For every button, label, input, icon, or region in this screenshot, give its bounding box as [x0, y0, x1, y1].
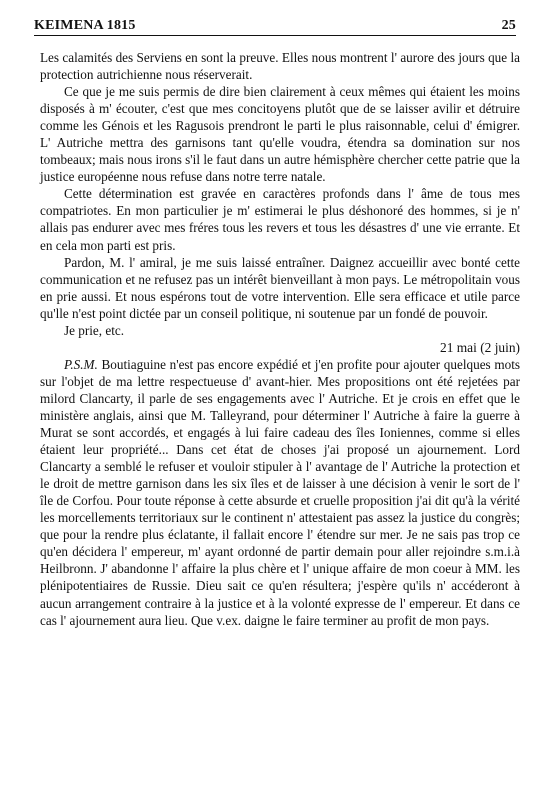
postscript-text: Boutiaguine n'est pas encore expédié et j'en profite pour ajouter quelques mots sur l'objet de ma lettre respectueuse d' avant-hier. Mes propositions ont été rejetées par milord Clancarty, il parle de ses engagements avec l' Autriche. Et je crois en effet que le ministère anglais, ainsi que M. Talleyrand, pour déterminer l' Autriche à faire la guerre à Murat se sont accordés, et engagés à lui faire cadeau des îles Ioniennes, comme si elles étaient leur propriété... Dans cet état de choses j'ai proposé un ajournement. Lord Clancarty a semblé le refuser et vouloir stipuler à l' avantage de l' Autriche la protection et le droit de mettre garnison dans les six îles et de laisser à une décision à venir le sort de l' île de Corfou. Pour toute réponse à cette absurde et cruelle proposition j'ai dit qu'à la vérité les morcellements territoriaux sur le continent n' attestaient pas assez la justice du congrès; que pour la rendre plus éclatante, il fallait encore l' étendre sur mer. Je ne sais pas trop ce qu'en décidera l' empereur, m' ayant ordonné de partir demain pour aller rejoindre s.m.i.à Heilbronn. J' abandonne l' affaire la plus chère et l' unique affaire de mon coeur à MM. les plénipotentiaires de Russie. Dieu sait ce qu'en résultera; j'espère qu'ils n' accéderont à aucun arrangement contraire à la justice et à la volonté expresse de l' empereur. Et dans ce cas l' ajournement aura lieu. Que v.ex. daigne le faire terminer au profit de mon pays.: [40, 356, 520, 628]
page-number: 25: [501, 18, 516, 33]
paragraph-1: Les calamités des Serviens en sont la preuve. Elles nous montrent l' aurore des jours que la protection autrichienne nous réserverait.: [40, 50, 520, 83]
paragraph-3: Cette détermination est gravée en caractères profonds dans l' âme de tous mes compatriotes. En mon particulier je m' estimerai le plus déshonoré des hommes, si je n' allais pas endurer avec mes fréres tous les revers et tous les désastres d' une vie errante. Et en cela mon parti est pris.: [40, 186, 520, 253]
dateline: 21 mai (2 juin): [440, 339, 520, 355]
letter-body: [40, 49, 520, 629]
postscript-label: P.S.M.: [64, 356, 98, 372]
running-header: [34, 14, 516, 34]
postscript: [40, 356, 520, 629]
closing-formula: Je prie, etc.: [64, 322, 125, 338]
header-rule: [34, 35, 516, 36]
header-title: KEIMENA 1815: [34, 18, 136, 33]
paragraph-2: Ce que je me suis permis de dire bien clairement à ceux mêmes qui étaient les moins disposés à m' écouter, c'est que mes concitoyens plutôt que de se laisser avilir et détruire comme les Génois et les Ragusois prendront le parti le plus raisonnable, celui d' émigrer. L' Autriche mettra des garnisons tant qu'elle voudra, étendra sa domination sur nos tombeaux; mais nous irons s'il le faut dans un autre hémisphère chercher cette patrie que la justice européenne nous refuse dans notre terre natale.: [40, 84, 520, 185]
paragraph-4: Pardon, M. l' amiral, je me suis laissé entraîner. Daignez accueillir avec bonté cette communication et ne refusez pas un intérêt bienveillant à mon pays. Le métropolitain vous en prie aussi. Et nous espérons tout de votre intervention. Elle sera efficace et utile parce qu'lle n'est point dictée par un conseil politique, ni soutenue par un fondé de pouvoir.: [40, 254, 520, 321]
